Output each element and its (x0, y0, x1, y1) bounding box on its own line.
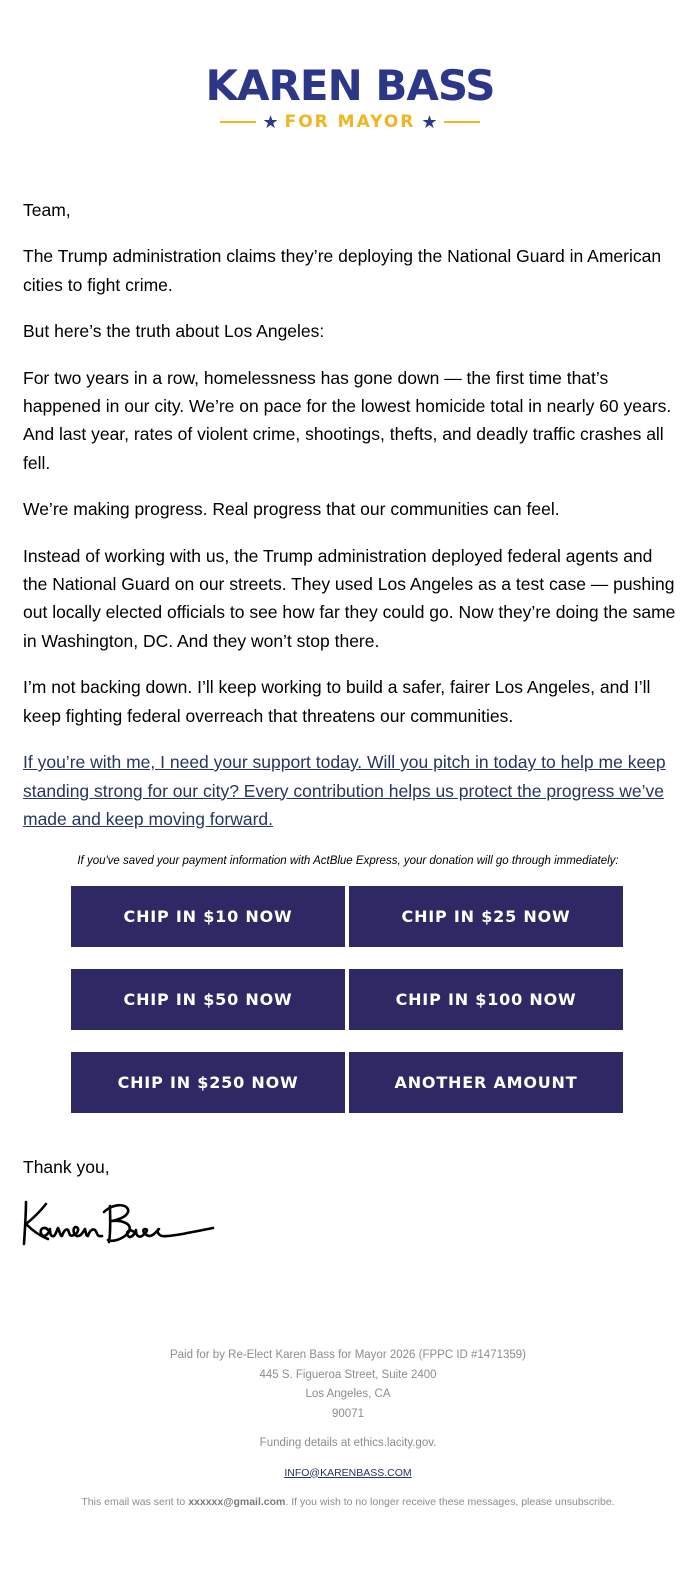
paragraph: For two years in a row, homelessness has gone down — the first time that’s happened in our city. We’re on pace for the lowest homicide total in nearly 60 years. And last year, rates of violent crime, shootings, thefts, and deadly traffic crashes all fell. (23, 367, 672, 473)
paragraph: We’re making progress. Real progress that our communities can feel. (23, 499, 560, 520)
email-footer (0, 1346, 696, 1513)
email-body (23, 196, 678, 851)
chip-in-10-button[interactable]: CHIP IN $10 NOW (71, 886, 345, 947)
logo-subtitle: FOR MAYOR (284, 112, 416, 132)
logo-subtitle-row (0, 112, 700, 132)
sent-to-notice (0, 1493, 696, 1513)
city-state: Los Angeles, CA (305, 1388, 391, 1400)
donate-cta-link[interactable]: If you’re with me, I need your support today. Will you pitch in today to help me keep standing strong for our city? Every contribution helps us protect the progress we’ve made and keep moving forward. (23, 752, 666, 829)
sign-off: Thank you, (23, 1157, 110, 1177)
paragraph: The Trump administration claims they’re deploying the National Guard in American cities to fight crime. (23, 246, 662, 295)
paragraph: I’m not backing down. I’ll keep working to build a safer, fairer Los Angeles, and I’ll keep fighting federal overreach that threatens our communities. (23, 677, 651, 726)
chip-in-25-button[interactable]: CHIP IN $25 NOW (349, 886, 623, 947)
cta-paragraph (23, 748, 678, 833)
greeting: Team, (23, 200, 71, 220)
star-icon: ★ (262, 112, 279, 132)
funding-details: Funding details at ethics.lacity.gov. (259, 1437, 437, 1449)
paragraph: Instead of working with us, the Trump administration deployed federal agents and the National Guard on our streets. They used Los Angeles as a test case — pushing out locally elected officials to see how far they could go. Now they’re doing the same in Washington, DC. And they won’t stop there. (23, 545, 676, 651)
paragraph: But here’s the truth about Los Angeles: (23, 321, 325, 342)
recipient-email: xxxxxx@gmail.com (188, 1496, 286, 1508)
unsubscribe-notice: . If you wish to no longer receive these messages, please unsubscribe. (285, 1496, 615, 1508)
sent-prefix: This email was sent to (81, 1496, 189, 1508)
chip-in-50-button[interactable]: CHIP IN $50 NOW (71, 969, 345, 1030)
signature-image (18, 1192, 228, 1257)
contact-email-link[interactable]: INFO@KARENBASS.COM (284, 1466, 412, 1479)
star-icon: ★ (421, 112, 438, 132)
logo-left-rule (220, 121, 256, 123)
actblue-express-note: If you've saved your payment information with ActBlue Express, your donation will go through immediately: (77, 855, 619, 867)
chip-in-100-button[interactable]: CHIP IN $100 NOW (349, 969, 623, 1030)
paid-for-disclaimer: Paid for by Re-Elect Karen Bass for Mayor 2026 (FPPC ID #1471359) (169, 1349, 527, 1361)
chip-in-250-button[interactable]: CHIP IN $250 NOW (71, 1052, 345, 1113)
zip-code: 90071 (332, 1407, 364, 1420)
logo-name: KAREN BASS (205, 61, 495, 110)
street-address: 445 S. Figueroa Street, Suite 2400 (259, 1368, 437, 1381)
campaign-logo (0, 62, 700, 132)
logo-right-rule (444, 121, 480, 123)
another-amount-button[interactable]: ANOTHER AMOUNT (349, 1052, 623, 1113)
